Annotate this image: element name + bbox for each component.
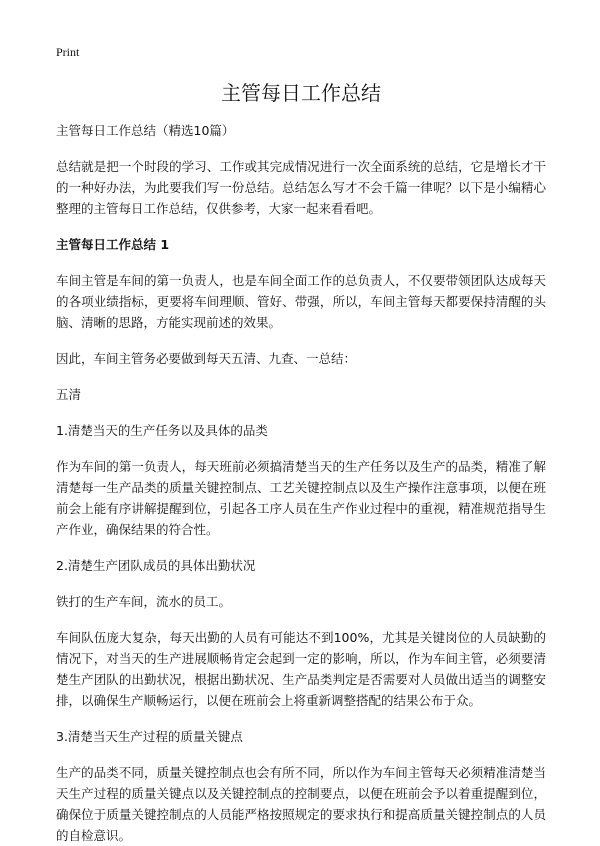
- intro-paragraph: 总结就是把一个时段的学习、工作或其完成情况进行一次全面系统的总结，它是增长才干的一种好办法，为此要我们写一份总结。总结怎么写才不会千篇一律呢？以下是小编精心整理的主管每日工作总结，仅供参考，大家一起来看看吧。: [56, 159, 546, 216]
- print-label[interactable]: Print: [56, 45, 80, 59]
- paragraph: 铁打的生产车间，流水的员工。: [56, 594, 232, 609]
- paragraph: 五清: [56, 387, 82, 402]
- item-heading: 3.清楚当天生产过程的质量关键点: [56, 729, 243, 744]
- paragraph: 车间队伍庞大复杂，每天出勤的人员有可能达不到100%，尤其是关键岗位的人员缺勤的情况下，对当天的生产进展顺畅肯定会起到一定的影响，所以，作为车间主管，必须要清楚生产团队的出勤状况，根据出勤状况、生产品类判定是否需要对人员做出适当的调整安排，以确保生产顺畅运行，以便在班前会上将重新调整搭配的结果公布于众。: [56, 630, 546, 708]
- subtitle: 主管每日工作总结（精选10篇）: [56, 123, 235, 138]
- paragraph: 车间主管是车间的第一负责人，也是车间全面工作的总负责人，不仅要带领团队达成每天的各项业绩指标，更要将车间理顺、管好、带强，所以，车间主管每天都要保持清醒的头脑、清晰的思路，方能实现前述的效果。: [56, 273, 546, 330]
- paragraph: 因此，车间主管务必要做到每天五清、九查、一总结：: [56, 351, 357, 366]
- item-heading: 2.清楚生产团队成员的具体出勤状况: [56, 558, 256, 573]
- paragraph: 作为车间的第一负责人，每天班前必须搞清楚当天的生产任务以及生产的品类，精准了解清楚每一生产品类的质量关键控制点、工艺关键控制点以及生产操作注意事项，以便在班前会上能有序讲解提醒到位，引起各工序人员在生产作业过程中的重视，精准规范指导生产作业，确保结果的符合性。: [56, 459, 546, 537]
- page-title: 主管每日工作总结: [221, 81, 381, 105]
- item-heading: 1.清楚当天的生产任务以及具体的品类: [56, 423, 268, 438]
- paragraph: 生产的品类不同，质量关键控制点也会有所不同，所以作为车间主管每天必须精准清楚当天生产过程的质量关键点以及关键控制点的控制要点，以便在班前会予以着重提醒到位，确保位于质量关键控制点的人员能严格按照规定的要求执行和提高质量关键控制点的人员的自检意识。: [56, 765, 546, 843]
- section-heading: 主管每日工作总结 1: [56, 237, 170, 252]
